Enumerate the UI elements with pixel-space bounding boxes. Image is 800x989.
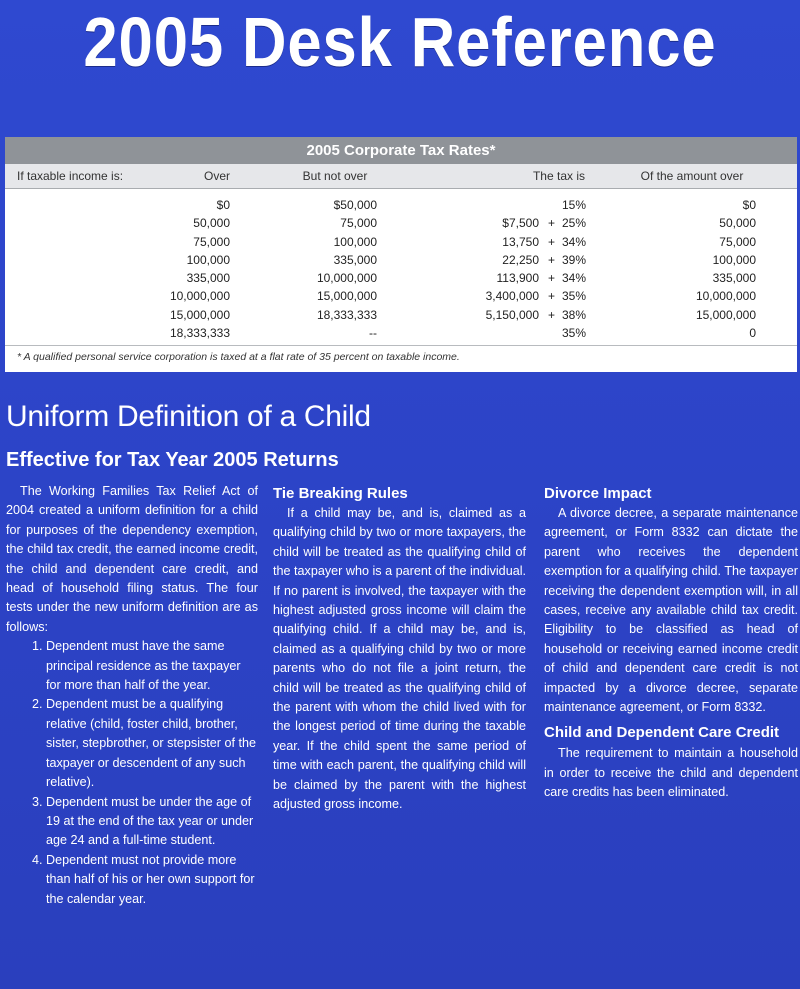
table-row	[5, 214, 797, 232]
table-row	[5, 196, 797, 214]
column-uniform-definition	[6, 482, 258, 909]
tax-rates-table	[5, 137, 797, 372]
cell-rate: 35%	[561, 289, 586, 304]
cell-not-over: 18,333,333	[316, 307, 377, 322]
cell-over: 15,000,000	[169, 307, 230, 322]
cell-rate: 38%	[561, 307, 586, 322]
cell-amount-over: $0	[742, 198, 756, 212]
column-header-not-over: But not over	[302, 169, 368, 183]
table-row	[5, 269, 797, 287]
column-tie-breaking	[273, 483, 526, 815]
cell-over: 100,000	[186, 252, 230, 267]
cell-plus: +	[548, 234, 556, 249]
cell-amount-over: 0	[749, 326, 756, 341]
cell-rate: 35%	[561, 326, 586, 341]
table-divider	[5, 345, 797, 346]
cell-tax: 5,150,000	[485, 307, 539, 322]
table-header-row	[5, 164, 797, 189]
tie-breaking-heading: Tie Breaking Rules	[273, 485, 408, 502]
cell-amount-over: 15,000,000	[695, 307, 756, 322]
cell-not-over: 10,000,000	[316, 271, 377, 286]
table-footnote: * A qualified personal service corporation is taxed at a flat rate of 35 percent on taxable income.	[17, 351, 460, 363]
cell-tax: 3,400,000	[485, 289, 539, 304]
page-title: 2005 Desk Reference	[83, 3, 717, 81]
cell-plus: +	[548, 252, 556, 267]
cell-rate: 34%	[561, 271, 586, 286]
cell-tax: 13,750	[502, 234, 539, 249]
list-item: 2. Dependent must be a qualifying relative (child, foster child, brother, sister, stepbrother, or stepsister of the taxpayer or descendent of any such relative).	[46, 695, 258, 792]
cell-amount-over: 335,000	[712, 271, 756, 286]
cell-over: 18,333,333	[169, 326, 230, 341]
table-row	[5, 251, 797, 269]
cell-not-over: 100,000	[333, 234, 377, 249]
cell-amount-over: 10,000,000	[695, 289, 756, 304]
divorce-heading: Divorce Impact	[544, 485, 652, 502]
cell-plus: +	[548, 307, 556, 322]
cell-amount-over: 100,000	[712, 252, 756, 267]
table-row	[5, 233, 797, 251]
tests-list	[6, 637, 258, 909]
section-heading: Uniform Definition of a Child	[6, 400, 371, 433]
table-body	[5, 196, 797, 342]
cell-not-over: 75,000	[340, 216, 377, 231]
tie-breaking-body: If a child may be, and is, claimed as a qualifying child by two or more taxpayers, the child will be treated as the qualifying child of the taxpayer who is a parent of the individual. If no parent is involved, the taxpayer with the highest adjusted gross income will claim the qualifying child. If a child may be, and is, claimed as a qualifying child by two or more parents who do not file a joint return, the child will be treated as the qualifying child of the parent with whom the child lived with for the longest period of time during the taxable year. If the child spent the same period of time with each parent, the qualifying child will be claimed by the parent with the highest adjusted gross income.	[273, 506, 526, 812]
column-header-label: If taxable income is:	[17, 169, 124, 183]
list-item: 3. Dependent must be under the age of 19 at the end of the tax year or under age 24 and a full-time student.	[46, 793, 258, 851]
table-row	[5, 324, 797, 342]
table-title: 2005 Corporate Tax Rates*	[5, 137, 797, 164]
care-credit-body: The requirement to maintain a household in order to receive the child and dependent care credits has been eliminated.	[544, 746, 798, 800]
cell-amount-over: 75,000	[719, 234, 756, 249]
table-row	[5, 287, 797, 305]
cell-plus: +	[548, 216, 556, 231]
cell-amount-over: 50,000	[719, 216, 756, 231]
cell-tax: 22,250	[502, 252, 539, 267]
care-credit-heading: Child and Dependent Care Credit	[544, 724, 780, 742]
divorce-body: A divorce decree, a separate maintenance agreement, or Form 8332 can dictate the parent who receives the dependent exemption for a qualifying child. The taxpayer receiving the dependent exemption will, in all cases, receive any available child tax credit. Eligibility to be classified as head of household or receiving earned income credit of child and dependent care credit is not impacted by a divorce decree, separate maintenance agreement, or Form 8332.	[544, 506, 798, 715]
column-header-over: Over	[203, 169, 230, 183]
cell-rate: 34%	[561, 234, 586, 249]
cell-tax: 113,900	[496, 271, 539, 286]
cell-rate: 39%	[561, 252, 586, 267]
cell-tax: $7,500	[502, 216, 539, 231]
cell-over: 75,000	[193, 234, 230, 249]
cell-over: 335,000	[186, 271, 230, 286]
section-subheading: Effective for Tax Year 2005 Returns	[6, 449, 339, 471]
cell-over: 50,000	[193, 216, 230, 231]
cell-not-over: 335,000	[333, 252, 377, 267]
cell-over: 10,000,000	[169, 289, 230, 304]
intro-paragraph: The Working Families Tax Relief Act of 2004 created a uniform definition for a child for purposes of the dependency exemption, the child tax credit, the earned income credit, the child and dependent care credit, and head of household filing status. The four tests under the new uniform definition are as follows:	[6, 484, 258, 634]
cell-plus: +	[548, 289, 556, 304]
table-row	[5, 306, 797, 324]
column-header-amount-over: Of the amount over	[640, 169, 744, 183]
cell-rate: 25%	[561, 216, 586, 231]
list-item: 4. Dependent must not provide more than half of his or her own support for the calendar year.	[46, 851, 258, 909]
list-item: 1. Dependent must have the same principal residence as the taxpayer for more than half of the year.	[46, 637, 258, 695]
cell-rate: 15%	[561, 198, 586, 212]
column-header-tax: The tax is	[532, 169, 585, 183]
cell-not-over: 15,000,000	[316, 289, 377, 304]
cell-plus: +	[548, 271, 556, 286]
column-divorce	[544, 483, 798, 803]
cell-not-over: $50,000	[333, 198, 377, 212]
cell-not-over: --	[369, 326, 377, 341]
cell-over: $0	[216, 198, 230, 212]
